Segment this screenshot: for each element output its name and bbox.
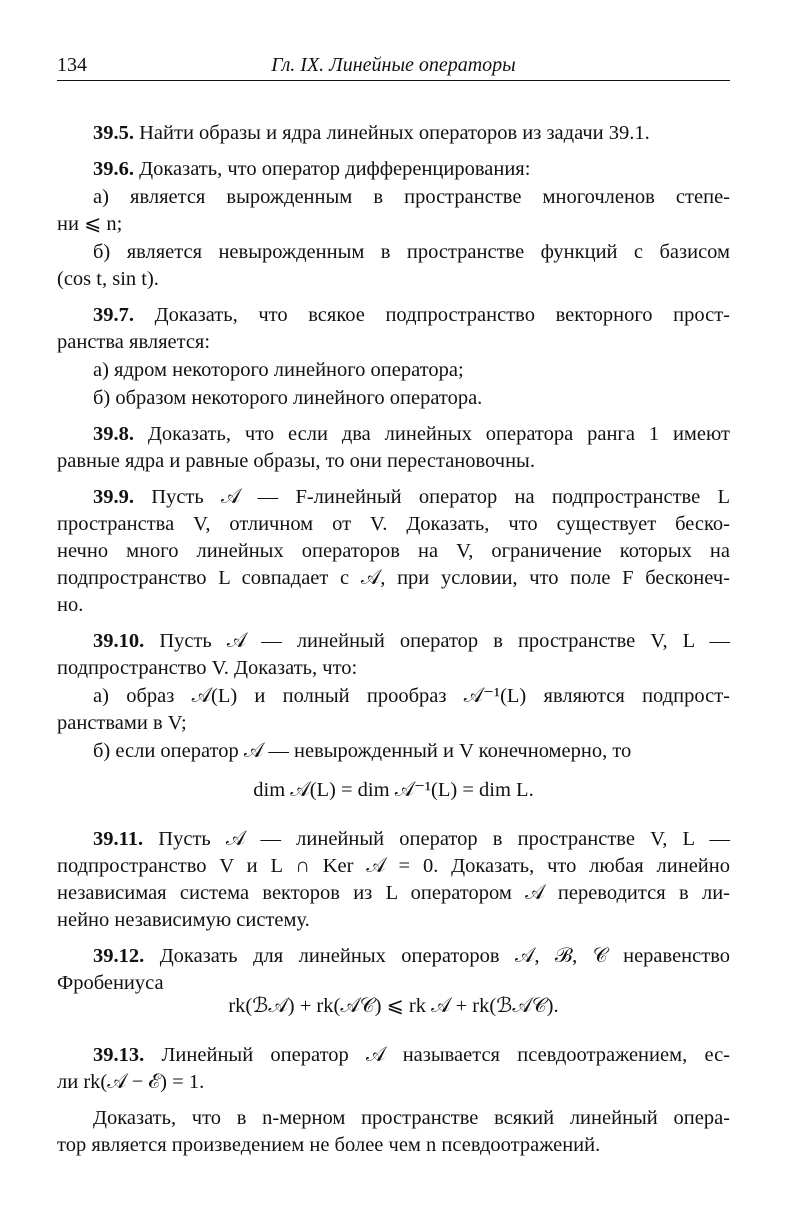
text-line [57, 826, 730, 853]
text-line [57, 385, 730, 412]
text-line [57, 538, 730, 565]
text-line [57, 184, 730, 211]
sub-paragraph [57, 683, 730, 737]
problem-number: 39.13. [93, 1044, 145, 1066]
problem-paragraph [57, 302, 730, 356]
text-line [57, 1132, 730, 1159]
problem-number: 39.11. [93, 828, 144, 850]
problem-paragraph [57, 120, 730, 147]
line-text: Доказать, что если два линейных оператора ранга 1 имеют [147, 423, 731, 445]
line-text: но. [57, 594, 84, 616]
line-text: б) если оператор 𝒜 — невырожденный и V конечномерно, то [93, 740, 632, 762]
page-body [57, 120, 730, 1159]
line-text: Доказать, что всякое подпространство векторного прост- [154, 304, 730, 326]
line-text: (cos t, sin t). [57, 268, 159, 290]
line-text: нечно много линейных операторов на V, ограничение которых на [57, 540, 730, 562]
line-text: Фробениуса [57, 972, 164, 994]
line-text: а) является вырожденным в пространстве многочленов степе- [93, 186, 730, 208]
text-line [57, 511, 730, 538]
text-line [57, 592, 730, 619]
line-text: ранства является: [57, 331, 211, 353]
line-text: Доказать для линейных операторов 𝒜, ℬ, 𝒞 неравенство [159, 945, 730, 967]
line-text: Доказать, что оператор дифференцирования: [139, 158, 531, 180]
line-text: а) ядром некоторого линейного оператора; [93, 359, 464, 381]
line-text: а) образ 𝒜(L) и полный прообраз 𝒜⁻¹(L) являются подпрост- [93, 685, 730, 707]
line-text: б) образом некоторого линейного оператора. [93, 387, 483, 409]
problem-number: 39.6. [93, 158, 134, 180]
text-line [57, 853, 730, 880]
text-line [57, 484, 730, 511]
text-line [57, 880, 730, 907]
problem-number: 39.10. [93, 630, 145, 652]
line-text: Найти образы и ядра линейных операторов из задачи 39.1. [139, 122, 650, 144]
text-line [57, 628, 730, 655]
sub-paragraph [57, 239, 730, 293]
problem-paragraph [57, 628, 730, 682]
text-line [57, 448, 730, 475]
problem-number: 39.5. [93, 122, 134, 144]
problem-paragraph [57, 484, 730, 619]
running-title: Гл. IX. Линейные операторы [271, 54, 516, 76]
line-text: равные ядра и равные образы, то они перестановочны. [57, 450, 535, 472]
line-text: Доказать, что в n-мерном пространстве всякий линейный опера- [93, 1107, 730, 1129]
line-text: подпространство V. Доказать, что: [57, 657, 358, 679]
text-line [57, 302, 730, 329]
line-text: нейно независимую систему. [57, 909, 310, 931]
problem-paragraph [57, 826, 730, 934]
display-formula: dim 𝒜(L) = dim 𝒜⁻¹(L) = dim L. [253, 779, 534, 801]
problem-number: 39.8. [93, 423, 134, 445]
problem-paragraph [57, 1042, 730, 1096]
text-line [57, 943, 730, 970]
text-line [57, 266, 730, 293]
text-line [57, 683, 730, 710]
text-line [57, 655, 730, 682]
text-line [57, 738, 730, 765]
line-text: независимая система векторов из L оператором 𝒜 переводится в ли- [57, 882, 730, 904]
line-text: Пусть 𝒜 — F-линейный оператор на подпространстве L [151, 486, 731, 508]
line-text: б) является невырожденным в пространстве функций с базисом [93, 241, 730, 263]
line-text: Линейный оператор 𝒜 называется псевдоотражением, ес- [161, 1044, 731, 1066]
problem-number: 39.12. [93, 945, 145, 967]
text-line [57, 156, 730, 183]
text-line [57, 1069, 730, 1096]
line-text: ни ⩽ n; [57, 213, 123, 235]
sub-paragraph [57, 1105, 730, 1159]
problem-paragraph [57, 156, 730, 183]
text-line [57, 239, 730, 266]
line-text: Пусть 𝒜 — линейный оператор в пространстве V, L — [158, 828, 730, 850]
line-text: тор является произведением не более чем n псевдоотражений. [57, 1134, 601, 1156]
line-text: ранствами в V; [57, 712, 187, 734]
text-line [57, 1042, 730, 1069]
text-line [57, 907, 730, 934]
running-header [57, 54, 730, 81]
text-line [57, 421, 730, 448]
line-text: Пусть 𝒜 — линейный оператор в пространстве V, L — [159, 630, 730, 652]
sub-paragraph [57, 385, 730, 412]
text-line [57, 120, 730, 147]
line-text: ли rk(𝒜 − ℰ) = 1. [57, 1071, 205, 1093]
text-line [57, 211, 730, 238]
text-line [57, 357, 730, 384]
text-line [57, 329, 730, 356]
text-line [57, 1105, 730, 1132]
text-line [57, 710, 730, 737]
problem-number: 39.9. [93, 486, 134, 508]
sub-paragraph [57, 184, 730, 238]
page-number: 134 [57, 54, 87, 76]
problem-paragraph [57, 943, 730, 997]
sub-paragraph [57, 357, 730, 384]
sub-paragraph [57, 738, 730, 765]
line-text: подпространство V и L ∩ Ker 𝒜 = 0. Доказать, что любая линейно [57, 855, 730, 877]
problem-number: 39.7. [93, 304, 134, 326]
problem-paragraph [57, 421, 730, 475]
text-line [57, 565, 730, 592]
display-formula: rk(ℬ𝒜) + rk(𝒜𝒞) ⩽ rk 𝒜 + rk(ℬ𝒜𝒞). [228, 995, 559, 1017]
line-text: подпространство L совпадает с 𝒜, при условии, что поле F бесконеч- [57, 567, 730, 589]
line-text: пространства V, отличном от V. Доказать, что существует беско- [57, 513, 730, 535]
